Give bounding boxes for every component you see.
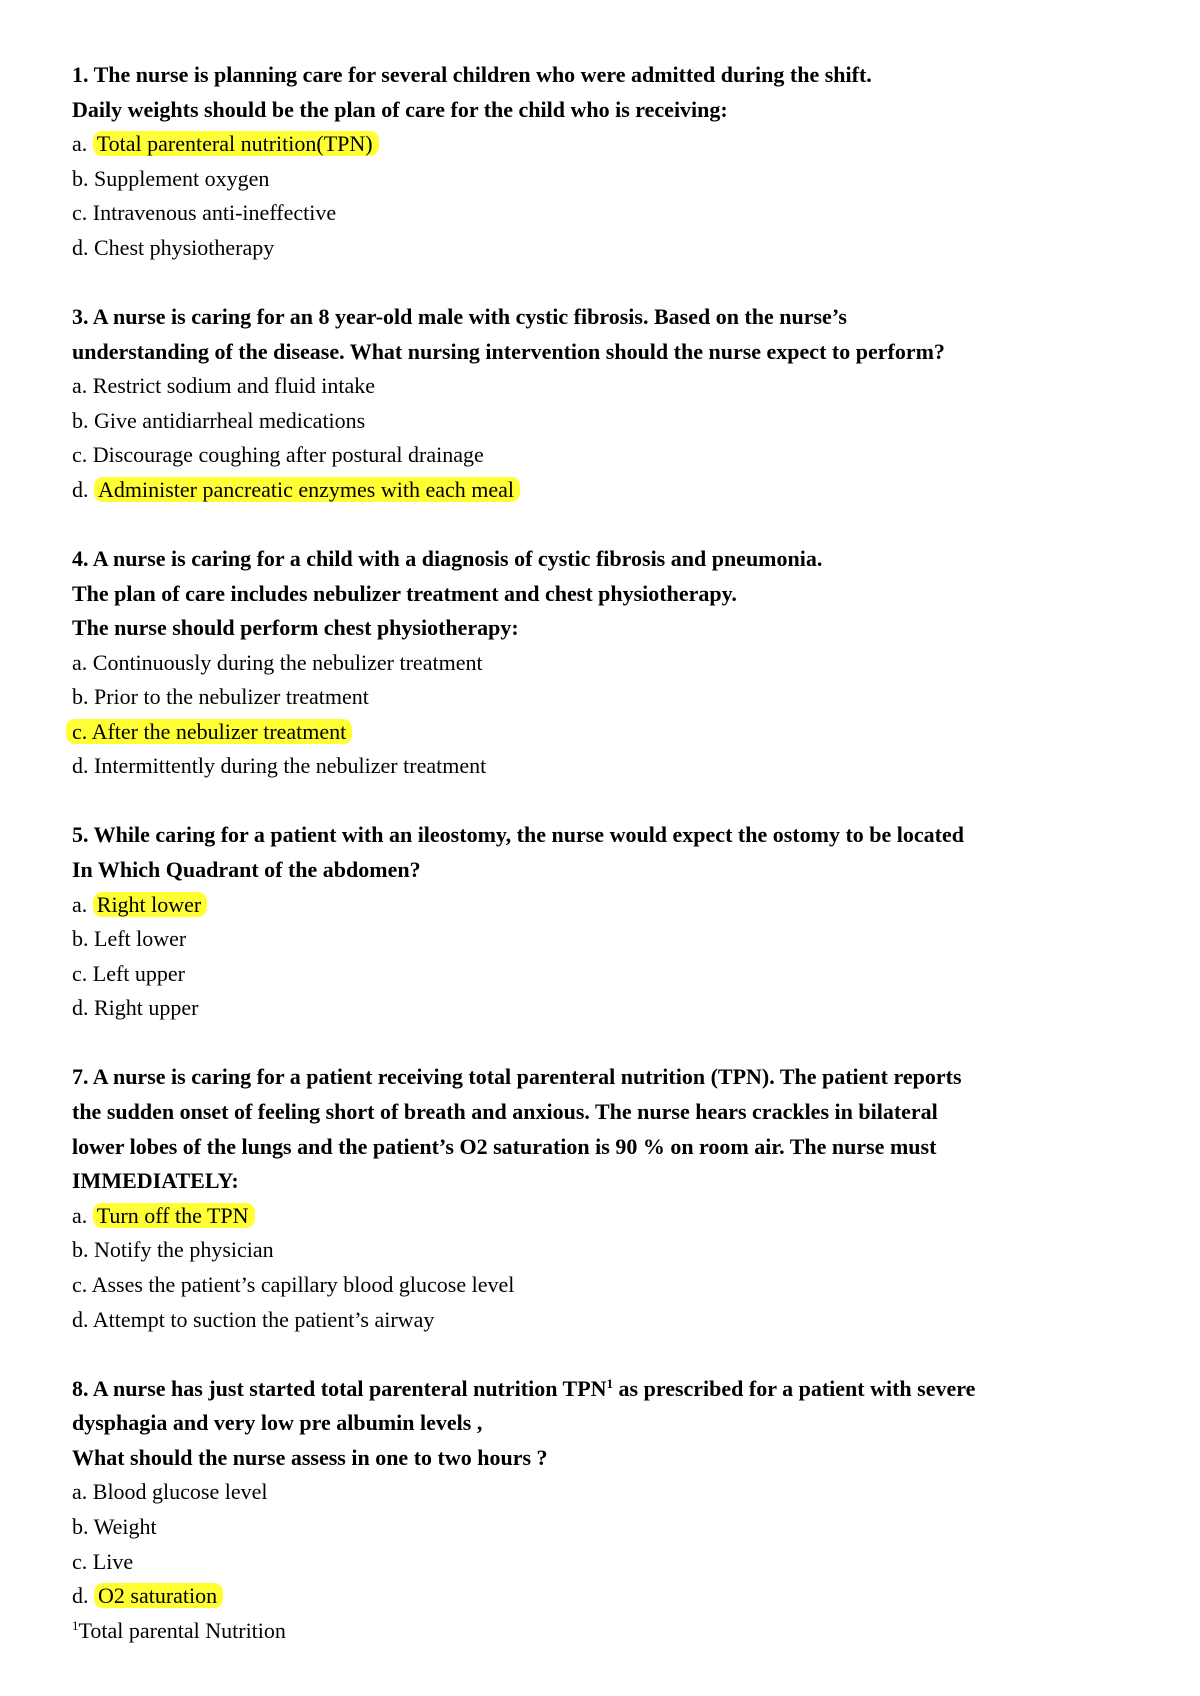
question-3-option-b: b. Give antidiarrheal medications [72, 407, 366, 433]
question-5 [72, 818, 1172, 1026]
question-5-option-c: c. Left upper [72, 960, 185, 986]
question-7-stem-line-4: IMMEDIATELY: [72, 1168, 239, 1194]
highlighted-answer: c. After the nebulizer treatment [66, 719, 352, 744]
question-1-stem-line-1: 1. The nurse is planning care for several children who were admitted during the shift. [72, 62, 872, 87]
question-5-option-b: b. Left lower [72, 926, 187, 952]
question-4-stem-line-2: The plan of care includes nebulizer treatment and chest physiotherapy. [72, 580, 737, 606]
question-5-option-a: a. Right lower [72, 888, 1172, 923]
question-8-stem-line-2: dysphagia and very low pre albumin levels , [72, 1410, 483, 1436]
question-7-option-b: b. Notify the physician [72, 1237, 274, 1263]
question-3-stem-line-2: understanding of the disease. What nursing intervention should the nurse expect to perform? [72, 338, 945, 364]
highlighted-answer: Turn off the TPN [93, 1203, 255, 1228]
question-3-option-c: c. Discourage coughing after postural drainage [72, 442, 484, 468]
footnote [72, 1614, 1172, 1649]
question-3-stem-line-1: 3. A nurse is caring for an 8 year-old male with cystic fibrosis. Based on the nurse’s [72, 303, 847, 329]
question-5-stem-line-2: In Which Quadrant of the abdomen? [72, 857, 421, 883]
question-1-option-b: b. Supplement oxygen [72, 165, 270, 191]
question-4-option-a: a. Continuously during the nebulizer treatment [72, 649, 483, 675]
question-7-stem-line-3: lower lobes of the lungs and the patient’s O2 saturation is 90 % on room air. The nurse must [72, 1133, 937, 1159]
question-4-option-b: b. Prior to the nebulizer treatment [72, 684, 369, 710]
highlighted-answer: O2 saturation [94, 1583, 223, 1608]
question-3-option-a: a. Restrict sodium and fluid intake [72, 373, 376, 399]
question-1 [72, 58, 1172, 266]
highlighted-answer: Right lower [93, 892, 208, 917]
question-8-option-a: a. Blood glucose level [72, 1479, 268, 1505]
question-4-stem-line-1: 4. A nurse is caring for a child with a diagnosis of cystic fibrosis and pneumonia. [72, 545, 823, 571]
question-8 [72, 1372, 1172, 1649]
question-8-stem-line-1: 8. A nurse has just started total parenteral nutrition TPN$^1$ as prescribed for a patient with severe [72, 1375, 976, 1401]
question-8-option-c: c. Live [72, 1548, 134, 1574]
footnote-text: Total parental Nutrition [78, 1617, 286, 1643]
question-7 [72, 1060, 1172, 1337]
question-8-option-b: b. Weight [72, 1513, 157, 1539]
question-8-option-d: d. O2 saturation [72, 1579, 1172, 1614]
question-3 [72, 300, 1172, 508]
question-3-option-d: d. Administer pancreatic enzymes with each meal [72, 473, 1172, 508]
question-4 [72, 542, 1172, 784]
question-7-option-c: c. Asses the patient’s capillary blood glucose level [72, 1271, 515, 1297]
question-7-option-a: a. Turn off the TPN [72, 1199, 1172, 1234]
question-4-option-c [72, 715, 1172, 750]
question-1-option-c: c. Intravenous anti-ineffective [72, 200, 337, 226]
footnote-marker: 1 [72, 1617, 79, 1633]
question-1-option-d: d. Chest physiotherapy [72, 234, 275, 260]
question-4-stem-line-3: The nurse should perform chest physiotherapy: [72, 615, 519, 641]
highlighted-answer: Total parenteral nutrition(TPN) [93, 131, 379, 156]
highlighted-answer: Administer pancreatic enzymes with each meal [94, 477, 520, 502]
question-4-option-d: d. Intermittently during the nebulizer treatment [72, 753, 487, 779]
question-1-option-a: a. Total parenteral nutrition(TPN) [72, 127, 1172, 162]
question-7-stem-line-2: the sudden onset of feeling short of breath and anxious. The nurse hears crackles in bilateral [72, 1099, 938, 1124]
question-7-stem-line-1: 7. A nurse is caring for a patient receiving total parenteral nutrition (TPN). The patient reports [72, 1064, 962, 1090]
question-7-option-d: d. Attempt to suction the patient’s airway [72, 1306, 435, 1332]
question-8-stem-line-3: What should the nurse assess in one to two hours ? [72, 1444, 548, 1470]
question-5-option-d: d. Right upper [72, 995, 199, 1021]
footnote-reference[interactable]: 1 [606, 1375, 614, 1391]
question-1-stem-line-2: Daily weights should be the plan of care for the child who is receiving: [72, 96, 728, 122]
document-page [72, 58, 1172, 1648]
question-5-stem-line-1: 5. While caring for a patient with an ileostomy, the nurse would expect the ostomy to be located [72, 822, 964, 848]
